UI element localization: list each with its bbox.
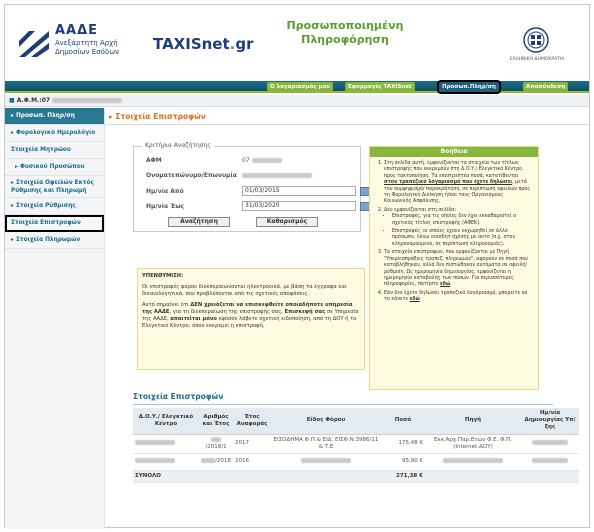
date-to-label: Ημ/νία Έως bbox=[146, 203, 185, 210]
main-content bbox=[105, 108, 589, 529]
table-header-row bbox=[133, 408, 579, 434]
nav-personal-info[interactable]: Προσωπ.Πληρ/ση bbox=[439, 82, 499, 92]
help-subitem: • Επιστροφές, για τις οποίες δεν έχει εκκαθαριστεί ο σχετικός τίτλος επιστροφής (ΑΦΕΚ). bbox=[392, 214, 532, 227]
table-cell bbox=[521, 434, 579, 453]
table-cell bbox=[133, 434, 199, 453]
emblem-caption: ΕΛΛΗΝΙΚΗ ΔΗΜΟΚΡΑΤΙΑ bbox=[509, 57, 565, 62]
table-cell bbox=[425, 470, 521, 482]
help-body bbox=[370, 157, 538, 310]
afm-label: Α.Φ.Μ.:07 bbox=[16, 97, 51, 104]
name-field-label: Ονοματεπώνυμο/Επωνυμία bbox=[146, 172, 237, 179]
page-title: ▸ Στοιχεία Επιστροφών bbox=[109, 112, 206, 121]
table-cell: 175,48 € bbox=[381, 434, 425, 453]
sidebar-item-personal-info[interactable]: ▸ Προσωπ. Πληρ/ση bbox=[5, 108, 104, 125]
help-item: 1. Στη σελίδα αυτή, εμφανίζονται τα στοιχεία των τίτλων επιστροφής που εκκρεμούν στη Δ.Ο.Υ./ Ελεγκτικό Κέντρο προς τακτοποίηση. Τα επιστρεπτέα ποσά, κατατίθενται στον τραπεζικό λογαριασμό που έχετε δηλώσει, μετά τον συμψηφισμό/ παρακράτηση, σε περίπτωση οφειλών προς τη Φορολογική Διοίκηση ή/και τους Οργανισμούς Κοινωνικής Ασφάλισης. bbox=[384, 161, 532, 206]
name-field-value bbox=[242, 172, 312, 179]
divider bbox=[105, 124, 589, 125]
reminder-text-2: Αυτό σημαίνει ότι ΔΕΝ χρειάζεται να επισκεφθείτε οποιαδήποτε υπηρεσία της ΑΑΔΕ, για τη διεκπεραίωση της επιστροφής σας. Επισκεψή σας σε Υπηρεσία της ΑΑΔΕ, απαιτείται μόνο εφόσον λάβετε σχετική ειδοποίηση, από τη ΔΟΥ ή το Ελεγκτικό Κέντρο, όπου εκκρεμεί η επιστροφή. bbox=[142, 302, 359, 329]
column-header: Είδος Φόρου bbox=[271, 408, 381, 434]
sidebar-item-settlement[interactable]: ▸ Στοιχεία Ρύθμισης bbox=[5, 198, 104, 215]
table-cell bbox=[199, 470, 233, 482]
help-subitem: • Επιστροφές, οι οποίες έχουν εκχωρηθεί σε άλλο πρόσωπο, λόγω οιασδήτ σχέσης με αυτό (π.χ. στον κληρονομούμενο, σε περίπτωση κληρονομιάς). bbox=[392, 229, 532, 248]
sidebar-item-registry[interactable]: Στοιχεία Μητρώου bbox=[5, 142, 104, 159]
table-total-row bbox=[133, 470, 579, 482]
results-title: Στοιχεία Επιστροφών bbox=[133, 392, 224, 401]
nav-taxisnet-apps[interactable]: Εφαρμογές TAXISnet bbox=[345, 82, 415, 92]
table-cell bbox=[233, 470, 271, 482]
afm-field-label: ΑΦΜ bbox=[146, 157, 162, 164]
date-from-label: Ημ/νία Από bbox=[146, 188, 184, 195]
sidebar-item-natural-person[interactable]: ▸ Φυσικού Προσώπου bbox=[5, 159, 104, 176]
table-cell: /2018 bbox=[199, 453, 233, 470]
aade-logo-icon bbox=[19, 31, 49, 57]
table-cell: 95,90 € bbox=[381, 453, 425, 470]
help-link[interactable]: εδώ bbox=[409, 297, 420, 303]
search-button[interactable]: Αναζήτηση bbox=[168, 217, 230, 227]
refunds-table bbox=[133, 408, 579, 483]
table-cell: 2017 bbox=[233, 434, 271, 453]
table-cell: ΕΙΣΟΔΗΜΑ Φ.Π.& ΕΙΔ. ΕΙΣΦ.Ν.3986/11 & Τ.Ε bbox=[271, 434, 381, 453]
table-cell: 2016 bbox=[233, 453, 271, 470]
reminder-notice bbox=[137, 268, 365, 370]
top-nav-bar bbox=[5, 81, 589, 93]
total-label: ΣΥΝΟΛΟ bbox=[133, 470, 199, 482]
divider bbox=[133, 404, 553, 405]
help-item: 3. Τα στοιχεία επιστροφών, που εμφανίζονται με Πηγή "Υπερεισπράξεις τραπεζ. πληρωμών", αφορούν σε ποσά που καταβλήθηκαν, αλλά δεν πιστώθηκαν αυτόματα σε οφειλή/ρύθμιση. Ως ημερομηνία δημιουργίας, εμφανίζεται η ημερομηνία καταβολής των ποσών. Για περισσότερες πληροφορίες, πατήστε εδώ bbox=[384, 250, 532, 288]
table-row bbox=[133, 453, 579, 470]
clear-button[interactable]: Καθαρισμός bbox=[256, 217, 318, 227]
table-cell bbox=[133, 453, 199, 470]
page-frame bbox=[4, 4, 590, 528]
org-subtitle: Ανεξάρτητη Αρχή Δημοσίων Εσόδων bbox=[55, 39, 119, 56]
table-cell bbox=[271, 470, 381, 482]
help-item: 2. Δεν εμφανίζονται στη σελίδα: • Επιστροφές, για τις οποίες δεν έχει εκκαθαριστεί ο σχετικός τίτλος επιστροφής (ΑΦΕΚ). • Επιστροφές, οι οποίες έχουν εκχωρηθεί σε άλλο πρόσωπο, λόγω οιασδήτ σχέσης με αυτό (π.χ. στον κληρονομούμενο, σε περίπτωση κληρονομιάς). bbox=[384, 208, 532, 248]
sidebar bbox=[5, 108, 105, 529]
table-cell bbox=[425, 453, 521, 470]
nav-logout[interactable]: Αποσύνδεση bbox=[523, 82, 568, 92]
column-header: Πηγή bbox=[425, 408, 521, 434]
table-cell bbox=[521, 470, 579, 482]
search-criteria bbox=[133, 142, 361, 232]
total-amount: 271,38 € bbox=[381, 470, 425, 482]
help-title: Βοήθεια bbox=[370, 147, 538, 157]
column-header: Αριθμός και Έτος bbox=[199, 408, 233, 434]
reminder-text-1: Οι επιστροφές φόρου διεκπεραιώνονται ηλεκτρονικά, με βάση τα έγγραφα και δικαιολογητικά, που προβλέπονται από τις σχετικές αποφάσεις. bbox=[142, 284, 347, 297]
nav-my-account[interactable]: Ο λογαριασμός μου bbox=[267, 82, 333, 92]
redacted-text bbox=[52, 98, 122, 103]
sidebar-item-payments[interactable]: ▸ Στοιχεία Πληρωμών bbox=[5, 232, 104, 249]
table-cell: Εκκ.Αρχ.Παρ.Ετών Φ.Ε. Φ.Π. (Internet-ΔΟΥ) bbox=[425, 434, 521, 453]
column-header: Ημ/νία Δημιουργίας Υπ/ξης bbox=[521, 408, 579, 434]
page-banner-title: Προσωποποιημένη Πληροφόρηση bbox=[286, 19, 404, 46]
table-cell bbox=[521, 453, 579, 470]
afm-bar bbox=[5, 95, 589, 107]
org-name: ΑΑΔΕ bbox=[55, 23, 99, 38]
date-to-input[interactable]: 31/03/2020 bbox=[242, 201, 356, 211]
column-header: Έτος Αναφοράς bbox=[233, 408, 271, 434]
table-cell: /2018/1 bbox=[199, 434, 233, 453]
help-panel bbox=[369, 146, 539, 390]
sidebar-item-refunds[interactable]: Στοιχεία Επιστροφών bbox=[5, 215, 104, 232]
user-icon: ■ bbox=[9, 97, 15, 104]
column-header: Δ.Ο.Υ./ Ελεγκτικό Κέντρο bbox=[133, 408, 199, 434]
date-from-input[interactable]: 01/03/2015 bbox=[242, 186, 356, 196]
column-header: Ποσό bbox=[381, 408, 425, 434]
header bbox=[5, 5, 589, 81]
sidebar-item-debts[interactable]: ▸ Στοιχεία Οφειλών Εκτός Ρύθμισης και Πληρωμή bbox=[5, 176, 104, 198]
sidebar-item-tax-calendar[interactable]: ▸ Φορολογικό Ημερολόγιο bbox=[5, 125, 104, 142]
afm-field-value: 07 bbox=[242, 157, 282, 164]
table-row bbox=[133, 434, 579, 453]
search-criteria-legend: Κριτήρια Αναζήτησης bbox=[142, 142, 214, 149]
help-item: 4. Εάν δεν έχετε δηλώσει τραπεζικό λογαριασμό, μπορείτε να το κάνετε εδώ bbox=[384, 291, 532, 304]
greek-emblem-icon bbox=[523, 27, 549, 53]
help-link[interactable]: εδώ bbox=[440, 282, 451, 288]
taxisnet-logo: TAXISnet.gr bbox=[153, 35, 254, 53]
table-cell bbox=[271, 453, 381, 470]
reminder-heading: ΥΠΕΝΘΥΜΙΣΗ: bbox=[142, 273, 184, 279]
